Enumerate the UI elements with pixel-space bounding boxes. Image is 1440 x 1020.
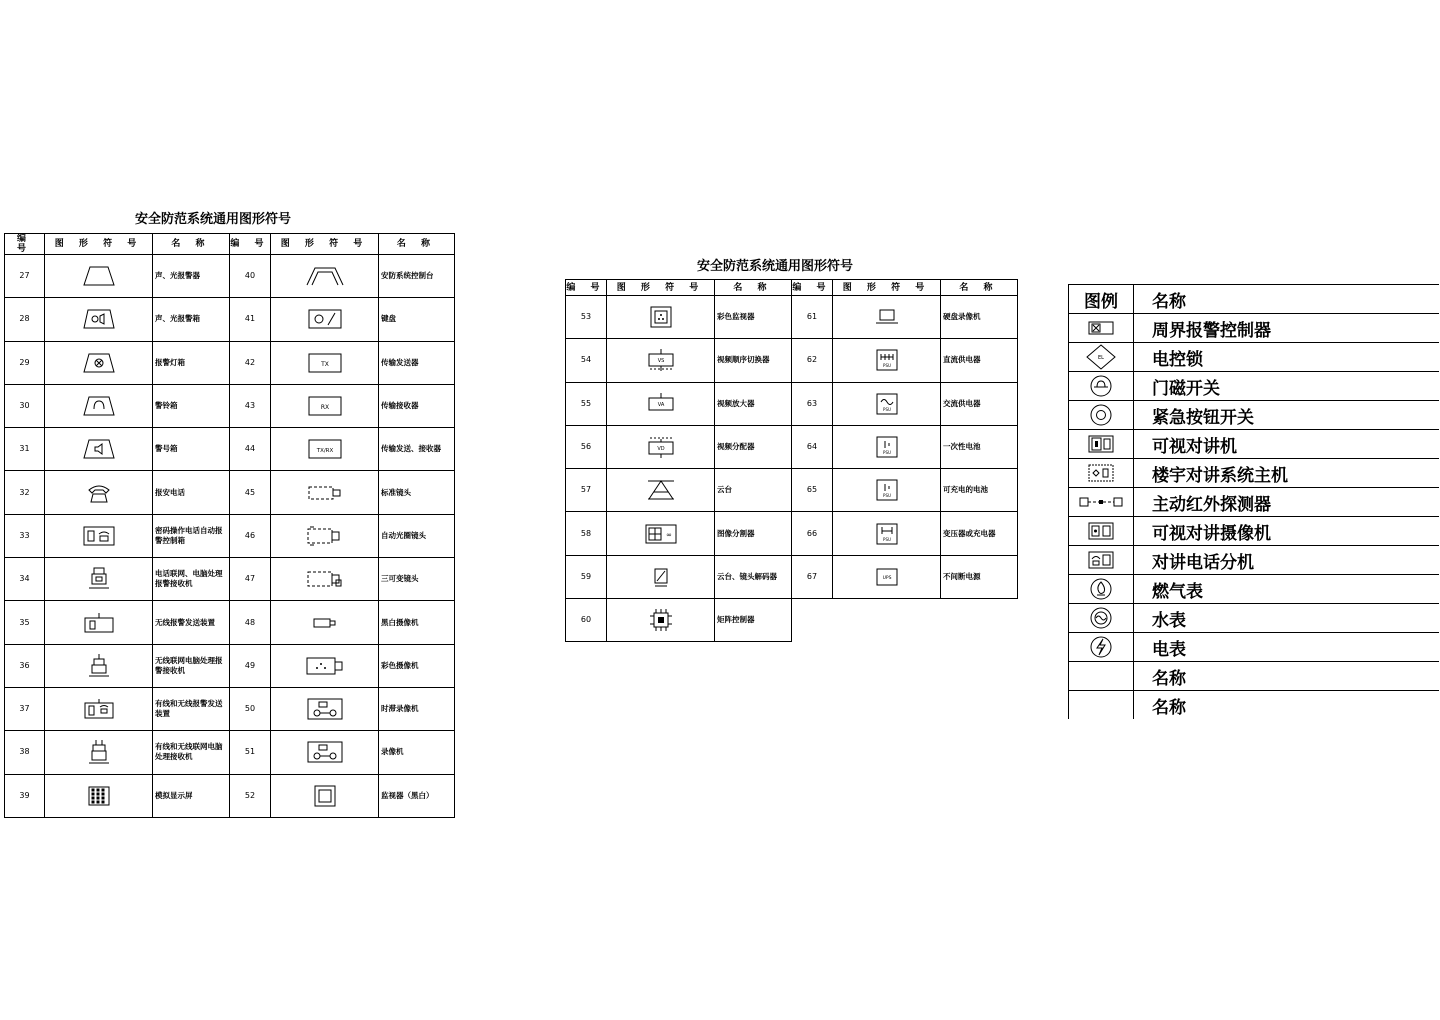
symbol-number: 67 <box>792 555 833 598</box>
keyboard-icon <box>308 309 342 329</box>
symbol-number: 28 <box>5 298 45 341</box>
symbol-cell <box>833 555 941 598</box>
symbol-cell <box>1069 343 1134 372</box>
symbol-name: 有线和无线联网电脑处理接收机 <box>153 731 230 774</box>
tx-box-icon <box>308 353 342 373</box>
symbol-cell <box>45 558 153 601</box>
header-number: 编 号 <box>566 280 607 296</box>
water-meter-icon <box>1089 606 1113 630</box>
svg-text:VD: VD <box>656 446 665 453</box>
legend-name: 主动红外探测器 <box>1134 488 1439 517</box>
symbol-number: 33 <box>5 514 45 557</box>
symbol-number: 30 <box>5 384 45 427</box>
table-row <box>5 514 455 557</box>
symbol-name: 图像分割器 <box>715 512 792 555</box>
symbol-cell <box>271 298 379 341</box>
symbol-cell <box>607 425 715 468</box>
symbol-cell <box>271 644 379 687</box>
symbol-name: 可充电的电池 <box>941 469 1018 512</box>
trapezoid-icon <box>82 265 116 287</box>
header-symbol: 图 形 符 号 <box>833 280 941 296</box>
image-splitter-icon <box>645 524 677 544</box>
legend-name: 名称 <box>1134 662 1439 691</box>
symbol-number: 37 <box>5 687 45 730</box>
symbol-number: 49 <box>230 644 271 687</box>
matrix-controller-icon <box>646 605 676 635</box>
symbol-name: 传输发送器 <box>379 341 455 384</box>
symbol-cell <box>607 339 715 382</box>
infrared-detector-icon <box>1079 495 1123 509</box>
header-symbol: 图 形 符 号 <box>45 234 153 255</box>
table-row <box>566 425 1018 468</box>
symbol-number: 63 <box>792 382 833 425</box>
symbol-number: 50 <box>230 687 271 730</box>
symbol-cell <box>45 601 153 644</box>
svg-text:TX/RX: TX/RX <box>316 448 333 455</box>
legend-row <box>1069 459 1439 488</box>
console-icon <box>305 265 345 287</box>
battery-icon <box>875 435 899 459</box>
header-number: 编 号 <box>5 234 45 255</box>
legend-header-row <box>1069 285 1439 314</box>
legend-row <box>1069 488 1439 517</box>
legend-header-icon: 图例 <box>1069 285 1134 314</box>
symbol-cell <box>45 298 153 341</box>
header-symbol: 图 形 符 号 <box>271 234 379 255</box>
legend-row <box>1069 517 1439 546</box>
symbol-name: 报安电话 <box>153 471 230 514</box>
speaker-trapezoid-icon <box>82 308 116 330</box>
emergency-button-icon <box>1089 403 1113 427</box>
symbol-name: 声、光报警器 <box>153 255 230 298</box>
symbol-cell <box>607 512 715 555</box>
legend-name: 周界报警控制器 <box>1134 314 1439 343</box>
symbol-number: 32 <box>5 471 45 514</box>
network-receiver-icon <box>87 566 111 592</box>
header-name: 名 称 <box>379 234 455 255</box>
symbol-cell <box>607 555 715 598</box>
symbol-cell <box>271 731 379 774</box>
vcr-icon <box>307 698 343 720</box>
symbol-number: 55 <box>566 382 607 425</box>
wireless-receiver-icon <box>87 653 111 679</box>
symbol-cell <box>1069 517 1134 546</box>
symbol-cell <box>607 296 715 339</box>
svg-text:PSU: PSU <box>882 536 891 542</box>
symbol-name: 标准镜头 <box>379 471 455 514</box>
table-row <box>5 255 455 298</box>
symbol-name: 视频放大器 <box>715 382 792 425</box>
symbol-number: 41 <box>230 298 271 341</box>
symbol-cell <box>45 731 153 774</box>
intercom-extension-icon <box>1088 551 1114 569</box>
header-name: 名 称 <box>715 280 792 296</box>
symbol-number: 38 <box>5 731 45 774</box>
symbol-name: 传输接收器 <box>379 384 455 427</box>
phone-icon <box>86 482 112 504</box>
symbol-name: 彩色监视器 <box>715 296 792 339</box>
legend-name: 可视对讲摄像机 <box>1134 517 1439 546</box>
symbol-cell <box>607 599 715 642</box>
symbol-number: 46 <box>230 514 271 557</box>
svg-text:∞: ∞ <box>665 530 672 539</box>
legend-row <box>1069 575 1439 604</box>
symbol-cell <box>1069 372 1134 401</box>
symbol-name: 硬盘录像机 <box>941 296 1018 339</box>
pan-tilt-icon <box>646 478 676 502</box>
symbol-name: 密码操作电话自动报警控制箱 <box>153 514 230 557</box>
symbol-cell <box>271 774 379 817</box>
symbol-cell <box>1069 401 1134 430</box>
symbol-number: 53 <box>566 296 607 339</box>
table-row <box>5 731 455 774</box>
table-row <box>5 774 455 817</box>
legend-name: 电表 <box>1134 633 1439 662</box>
symbol-number: 57 <box>566 469 607 512</box>
symbol-cell <box>45 514 153 557</box>
legend-row <box>1069 604 1439 633</box>
svg-text:PSU: PSU <box>882 493 891 499</box>
table-row <box>5 428 455 471</box>
symbol-number: 36 <box>5 644 45 687</box>
table-row <box>566 555 1018 598</box>
alarm-light-icon <box>82 352 116 374</box>
gas-meter-icon <box>1089 577 1113 601</box>
symbol-name: 交流供电器 <box>941 382 1018 425</box>
svg-text:VS: VS <box>657 358 664 365</box>
svg-text:UPS: UPS <box>882 575 891 581</box>
symbol-number: 58 <box>566 512 607 555</box>
table-header-row <box>5 234 455 255</box>
symbol-cell <box>271 341 379 384</box>
perimeter-alarm-icon <box>1088 320 1114 336</box>
symbol-cell <box>271 601 379 644</box>
symbol-number: 62 <box>792 339 833 382</box>
symbol-number: 56 <box>566 425 607 468</box>
video-distributor-icon <box>646 434 676 460</box>
legend-name: 名称 <box>1134 691 1439 720</box>
legend-name: 楼宇对讲系统主机 <box>1134 459 1439 488</box>
symbol-cell <box>271 687 379 730</box>
symbol-cell <box>45 255 153 298</box>
symbol-number: 45 <box>230 471 271 514</box>
rechargeable-battery-icon <box>875 478 899 502</box>
symbol-number: 54 <box>566 339 607 382</box>
symbol-cell <box>1069 488 1134 517</box>
empty-cell <box>1069 662 1134 691</box>
legend-row <box>1069 691 1439 720</box>
ptz-decoder-icon <box>651 566 671 588</box>
wireless-transmitter-icon <box>84 612 114 634</box>
table-row <box>5 644 455 687</box>
symbol-number: 44 <box>230 428 271 471</box>
symbol-name: 电话联网、电脑处理报警接收机 <box>153 558 230 601</box>
table-row <box>566 599 1018 642</box>
display-panel-icon <box>88 786 110 806</box>
hdd-recorder-icon <box>874 308 900 326</box>
zoom-lens-icon <box>306 568 344 590</box>
symbol-number: 47 <box>230 558 271 601</box>
color-monitor-icon <box>650 306 672 328</box>
symbol-cell <box>833 382 941 425</box>
legend-row <box>1069 314 1439 343</box>
symbol-name: 变压器或充电器 <box>941 512 1018 555</box>
symbol-number: 42 <box>230 341 271 384</box>
symbol-name: 录像机 <box>379 731 455 774</box>
middle-table-title: 安全防范系统通用图形符号 <box>696 259 853 274</box>
symbol-name: 云台、镜头解码器 <box>715 555 792 598</box>
intercom-host-icon <box>1088 464 1114 482</box>
table-row <box>5 384 455 427</box>
wired-wireless-transmitter-icon <box>84 698 114 720</box>
video-amplifier-icon <box>646 392 676 416</box>
wired-wireless-receiver-icon <box>87 739 111 765</box>
header-symbol: 图 形 符 号 <box>607 280 715 296</box>
symbol-number: 51 <box>230 731 271 774</box>
phone-controller-icon <box>83 526 115 546</box>
symbol-name: 安防系统控制台 <box>379 255 455 298</box>
symbol-number: 43 <box>230 384 271 427</box>
symbol-cell <box>45 774 153 817</box>
ups-icon <box>875 567 899 587</box>
symbol-name: 视频顺序切换器 <box>715 339 792 382</box>
symbol-number: 31 <box>5 428 45 471</box>
symbol-cell <box>833 512 941 555</box>
symbol-name: 警铃箱 <box>153 384 230 427</box>
header-number: 编 号 <box>792 280 833 296</box>
auto-iris-icon <box>306 525 344 547</box>
svg-text:VA: VA <box>657 401 664 408</box>
symbol-cell <box>271 428 379 471</box>
table-row <box>5 298 455 341</box>
dc-power-icon <box>875 348 899 372</box>
legend-row <box>1069 372 1439 401</box>
empty-cell <box>792 599 1018 642</box>
symbol-cell <box>271 558 379 601</box>
symbol-cell <box>271 384 379 427</box>
symbol-number: 48 <box>230 601 271 644</box>
symbol-number: 34 <box>5 558 45 601</box>
header-number: 编 号 <box>230 234 271 255</box>
symbol-name: 矩阵控制器 <box>715 599 792 642</box>
table-row <box>566 512 1018 555</box>
symbol-cell <box>271 514 379 557</box>
symbol-cell <box>45 341 153 384</box>
monitor-icon <box>314 785 336 807</box>
legend-name: 门磁开关 <box>1134 372 1439 401</box>
symbol-cell <box>833 339 941 382</box>
symbol-name: 不间断电源 <box>941 555 1018 598</box>
symbol-cell <box>833 296 941 339</box>
table-row <box>566 469 1018 512</box>
symbol-number: 29 <box>5 341 45 384</box>
symbol-number: 59 <box>566 555 607 598</box>
symbol-number: 52 <box>230 774 271 817</box>
intercom-camera-icon <box>1088 522 1114 540</box>
legend-name: 紧急按钮开关 <box>1134 401 1439 430</box>
symbol-name: 警号箱 <box>153 428 230 471</box>
symbol-name: 直流供电器 <box>941 339 1018 382</box>
symbol-cell <box>1069 314 1134 343</box>
table-row <box>5 558 455 601</box>
table-row <box>566 339 1018 382</box>
symbol-name: 声、光报警箱 <box>153 298 230 341</box>
symbol-cell <box>833 469 941 512</box>
symbol-name: 模拟显示屏 <box>153 774 230 817</box>
symbol-name: 彩色摄像机 <box>379 644 455 687</box>
symbol-number: 66 <box>792 512 833 555</box>
symbol-name: 自动光圈镜头 <box>379 514 455 557</box>
txrx-box-icon <box>308 439 342 459</box>
header-name: 名 称 <box>153 234 230 255</box>
table-row <box>566 382 1018 425</box>
camera-lens-icon <box>307 484 343 502</box>
rx-box-icon <box>308 396 342 416</box>
symbol-name: 无线联网电脑处理报警接收机 <box>153 644 230 687</box>
symbol-number: 40 <box>230 255 271 298</box>
symbol-cell <box>833 425 941 468</box>
symbol-cell <box>45 687 153 730</box>
electric-lock-icon <box>1086 344 1116 370</box>
video-switcher-icon <box>646 348 676 372</box>
video-intercom-icon <box>1088 435 1114 453</box>
legend-name: 燃气表 <box>1134 575 1439 604</box>
table-row <box>5 601 455 644</box>
symbol-name: 三可变镜头 <box>379 558 455 601</box>
left-symbol-table <box>4 233 455 818</box>
symbol-cell <box>271 255 379 298</box>
symbol-cell <box>1069 546 1134 575</box>
symbol-number: 65 <box>792 469 833 512</box>
svg-text:PSU: PSU <box>882 363 891 369</box>
table-row <box>5 471 455 514</box>
symbol-number: 39 <box>5 774 45 817</box>
symbol-cell <box>45 471 153 514</box>
svg-text:PSU: PSU <box>882 406 891 412</box>
symbol-cell <box>45 428 153 471</box>
symbol-name: 报警灯箱 <box>153 341 230 384</box>
symbol-cell <box>1069 575 1134 604</box>
empty-cell <box>1069 691 1134 720</box>
symbol-number: 64 <box>792 425 833 468</box>
svg-text:EL: EL <box>1098 355 1104 361</box>
legend-name: 电控锁 <box>1134 343 1439 372</box>
symbol-name: 无线报警发送装置 <box>153 601 230 644</box>
symbol-cell <box>607 469 715 512</box>
ac-power-icon <box>875 392 899 416</box>
symbol-cell <box>45 644 153 687</box>
symbol-number: 61 <box>792 296 833 339</box>
symbol-number: 60 <box>566 599 607 642</box>
symbol-cell <box>271 471 379 514</box>
legend-name: 水表 <box>1134 604 1439 633</box>
middle-symbol-table <box>565 279 1018 642</box>
symbol-name: 传输发送、接收器 <box>379 428 455 471</box>
bw-camera-icon <box>312 616 338 630</box>
symbol-number: 35 <box>5 601 45 644</box>
legend-row <box>1069 662 1439 691</box>
table-row <box>5 687 455 730</box>
symbol-cell <box>1069 430 1134 459</box>
legend-row <box>1069 633 1439 662</box>
symbol-name: 黑白摄像机 <box>379 601 455 644</box>
color-camera-icon <box>305 655 345 677</box>
table-header-row <box>566 280 1018 296</box>
symbol-number: 27 <box>5 255 45 298</box>
legend-name: 可视对讲机 <box>1134 430 1439 459</box>
horn-box-icon <box>82 438 116 460</box>
symbol-name: 键盘 <box>379 298 455 341</box>
header-name: 名 称 <box>941 280 1018 296</box>
svg-text:PSU: PSU <box>882 450 891 456</box>
legend-row <box>1069 401 1439 430</box>
door-contact-icon <box>1089 374 1113 398</box>
symbol-name: 监视器（黑白） <box>379 774 455 817</box>
svg-text:TX: TX <box>320 360 329 368</box>
symbol-name: 有线和无线报警发送装置 <box>153 687 230 730</box>
legend-row <box>1069 430 1439 459</box>
symbol-name: 时滞录像机 <box>379 687 455 730</box>
legend-name: 对讲电话分机 <box>1134 546 1439 575</box>
symbol-cell <box>1069 459 1134 488</box>
legend-row <box>1069 343 1439 372</box>
legend-header-name: 名称 <box>1134 285 1439 314</box>
legend-row <box>1069 546 1439 575</box>
symbol-name: 一次性电池 <box>941 425 1018 468</box>
symbol-cell <box>1069 604 1134 633</box>
left-table-title: 安全防范系统通用图形符号 <box>134 212 291 227</box>
legend-table <box>1068 284 1439 719</box>
symbol-name: 云台 <box>715 469 792 512</box>
symbol-name: 视频分配器 <box>715 425 792 468</box>
transformer-charger-icon <box>875 522 899 546</box>
symbol-cell <box>607 382 715 425</box>
table-row <box>566 296 1018 339</box>
electric-meter-icon <box>1089 635 1113 659</box>
svg-text:RX: RX <box>320 404 329 412</box>
bell-box-icon <box>82 395 116 417</box>
symbol-cell <box>1069 633 1134 662</box>
symbol-cell <box>45 384 153 427</box>
recorder-icon <box>307 741 343 763</box>
table-row <box>5 341 455 384</box>
